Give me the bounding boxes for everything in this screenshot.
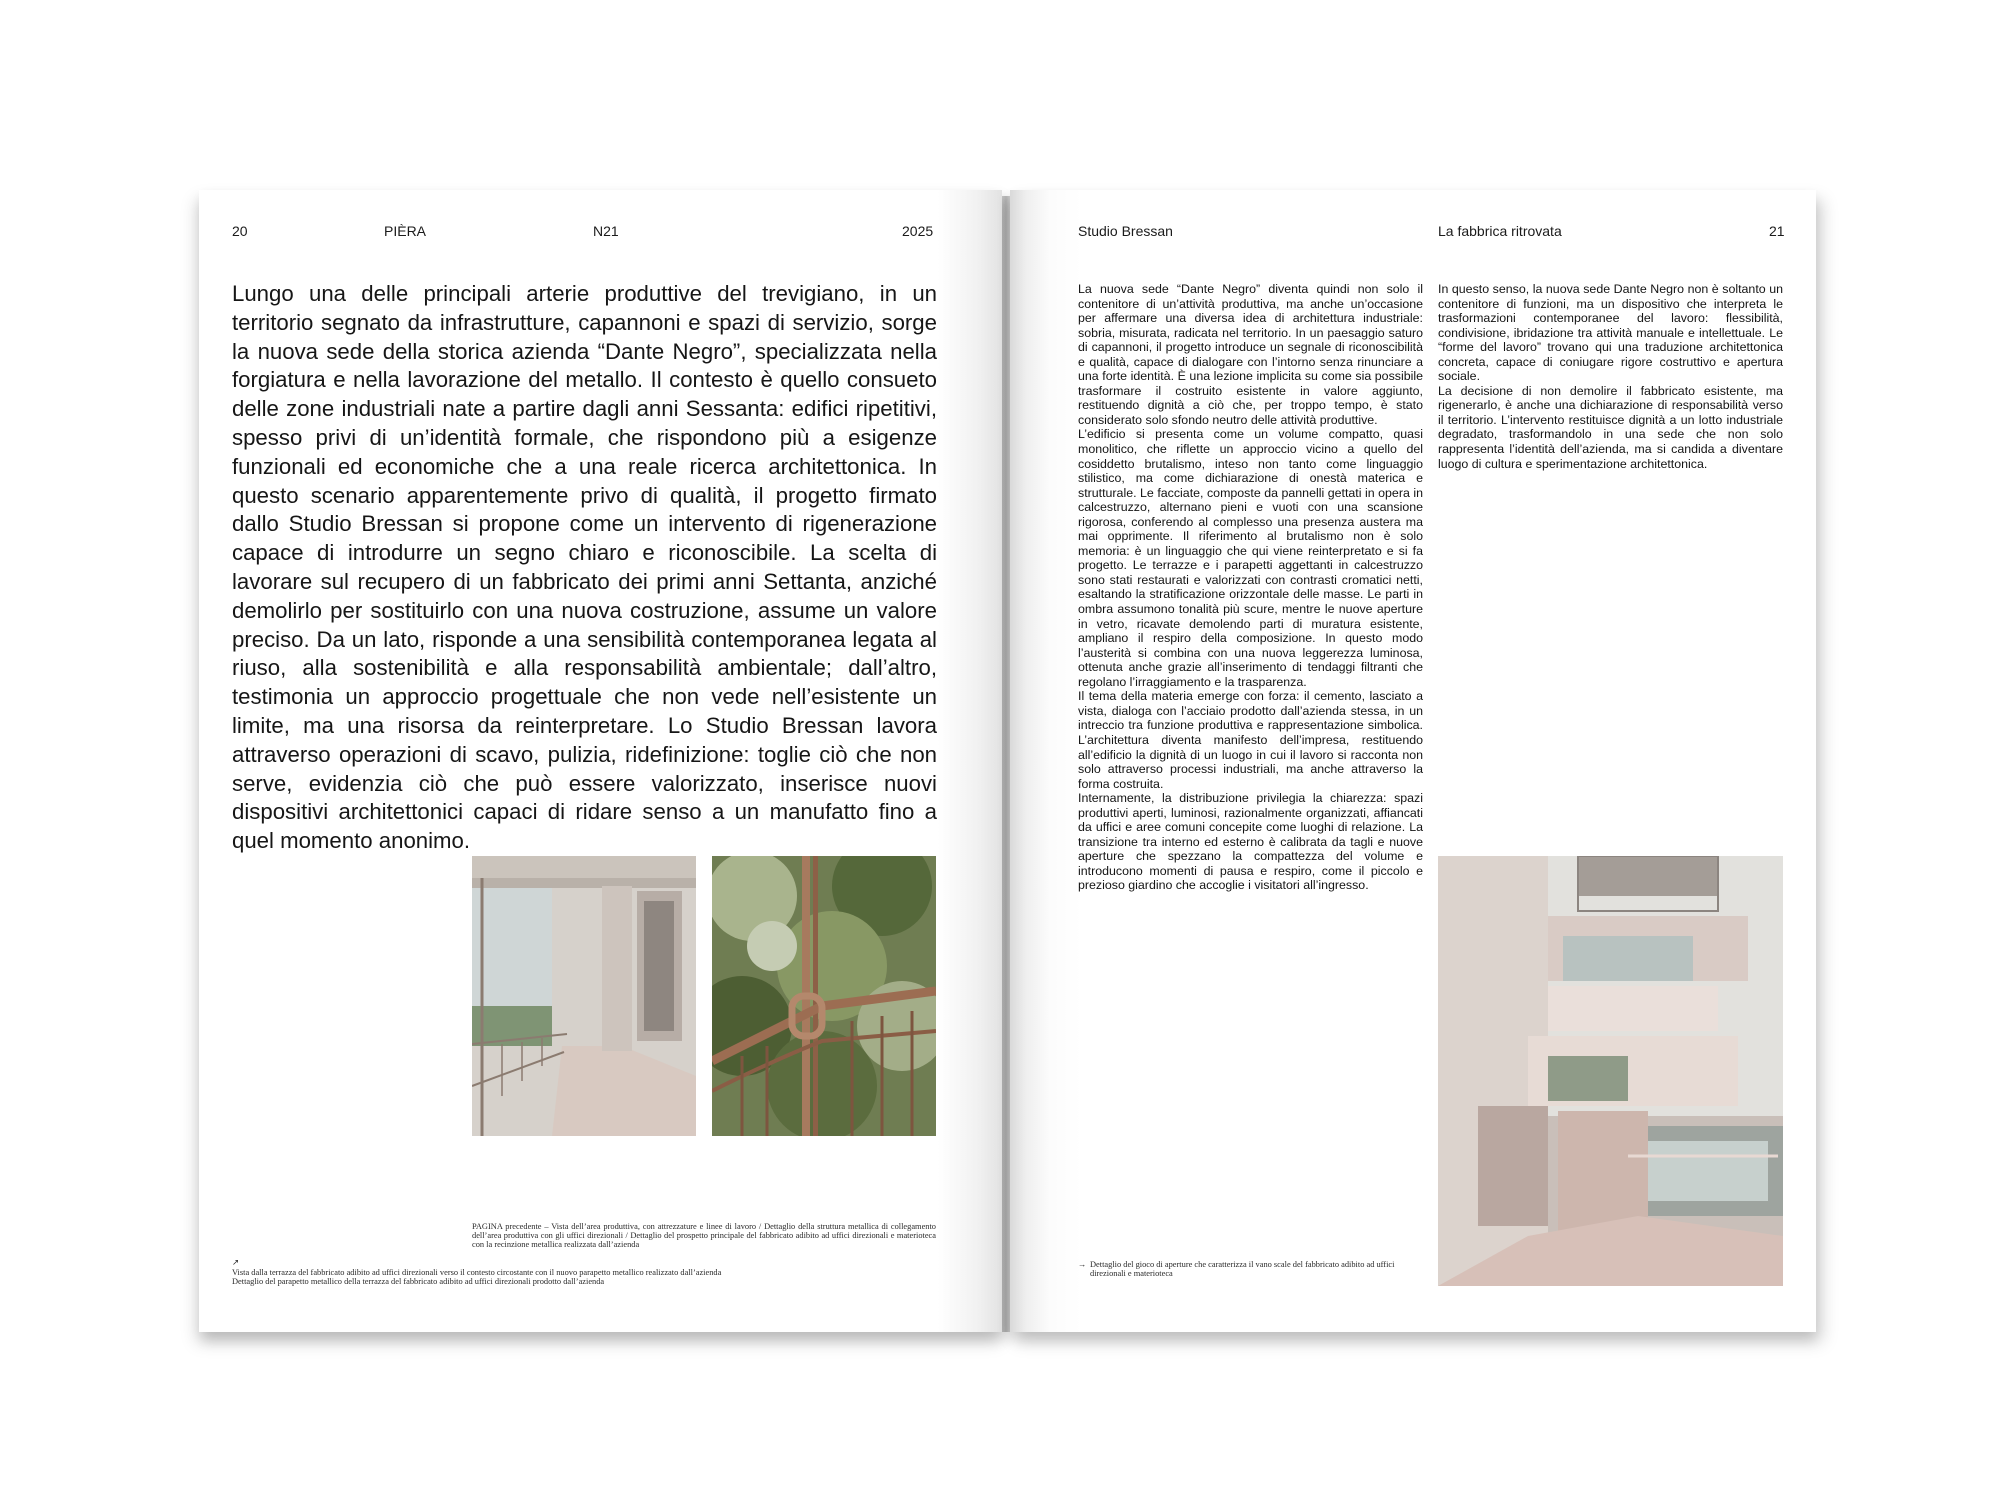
- issue-year: 2025: [902, 223, 934, 239]
- caption-staircase: Dettaglio del gioco di aperture che caratterizza il vano scale del fabbricato adibito ad uffici direzionali e materioteca: [1090, 1260, 1395, 1279]
- arrow-right-icon: →: [1078, 1260, 1087, 1269]
- text-column-2: [1438, 282, 1783, 471]
- lead-paragraph: Lungo una delle principali arterie produttive del trevigiano, in un territorio segnato da infrastrutture, capannoni e spazi di servizio, sorge la nuova sede della storica azienda “Dante Negro”, specializzata nella forgiatura e nella lavorazione del metallo. Il contesto è quello consueto delle zone industriali nate a partire dagli anni Sessanta: edifici ripetitivi, spesso privi di un’identità formale, che rispondono più a esigenze funzionali ed economiche che a una reale ricerca architettonica. In questo scenario apparentemente privo di qualità, il progetto firmato dallo Studio Bressan si propone come un intervento di rigenerazione capace di introdurre un segno chiaro e riconoscibile. La scelta di lavorare sul recupero di un fabbricato dei primi anni Settanta, anziché demolirlo per sostituirlo con una nuova costruzione, assume un valore preciso. Da un lato, risponde a una sensibilità contemporanea legata al riuso, alla sostenibilità e alla responsabilità ambientale; dall’altro, testimonia un approccio progettuale che non vede nell’esistente un limite, ma una risorsa da reinterpretare. Lo Studio Bressan lavora attraverso operazioni di scavo, pulizia, ridefinizione: toglie ciò che non serve, evidenzia ciò che può essere valorizzato, inserisce nuovi dispositivi architettonici capaci di ridare senso a un manufatto fino a quel momento anonimo.: [232, 281, 937, 854]
- caption-terrace: Vista dalla terrazza del fabbricato adibito ad uffici direzionali verso il contesto circostante con il nuovo parapetto metallico realizzato dall’azienda: [232, 1268, 722, 1277]
- column-paragraph: In questo senso, la nuova sede Dante Negro non è soltanto un contenitore di funzioni, ma un dispositivo che interpreta le trasformazioni contemporanee del lavoro: flessibilità, condivisione, ibridazione tra attività manuale e intellettuale. Le “forme del lavoro” trovano qui una traduzione architettonica concreta, capace di coniugare rigore costruttivo e apertura sociale.: [1438, 282, 1783, 384]
- column-paragraph: Il tema della materia emerge con forza: il cemento, lasciato a vista, dialoga con l’acciaio prodotto dall’azienda stessa, in un intreccio tra funzione produttiva e rappresentazione simbolica. L’architettura diventa manifesto dell’impresa, restituendo all’edificio la dignità di un luogo in cui il lavoro si racconta non solo attraverso processi industriali, ma anche attraverso la forma costruita.: [1078, 689, 1423, 791]
- terrace-photo: [472, 856, 696, 1136]
- column-paragraph: Internamente, la distribuzione privilegia la chiarezza: spazi produttivi aperti, luminosi, razionalmente organizzati, affiancati da uffici e aree comuni concepite come luoghi di relazione. La transizione tra interno ed esterno è calibrata da tagli e nuove aperture che spezzano la compattezza del volume e introducono momenti di pausa e respiro, come il piccolo e prezioso giardino che accoglie i visitatori all’ingresso.: [1078, 791, 1423, 893]
- column-paragraph: L’edificio si presenta come un volume compatto, quasi monolitico, che riflette un approccio vicino a quello del cosiddetto brutalismo, inteso non tanto come linguaggio stilistico, ma come dichiarazione di onestà materica e strutturale. Le facciate, composte da pannelli gettati in opera in calcestruzzo, alternano pieni e vuoti con una scansione rigorosa, conferendo al complesso una presenza austera ma mai opprimente. Il riferimento al brutalismo non è solo memoria: è un linguaggio che qui viene reinterpretato e si fa progetto. Le terrazze e i parapetti aggettanti in calcestruzzo sono stati restaurati e valorizzati con contrasti cromatici netti, esaltando la stratificazione orizzontale delle masse. Le parti in ombra assumono tonalità più scure, mentre le nuove aperture in vetro, ricavate demolendo parti di muratura esistente, ampliano il respiro della composizione. In questo modo l’austerità si combina con una nuova leggerezza luminosa, ottenuta anche grazie all’inserimento di tendaggi filtranti che regolano l’irraggiamento e la trasparenza.: [1078, 427, 1423, 689]
- article-title: La fabbrica ritrovata: [1438, 223, 1562, 239]
- magazine-name: PIÈRA: [384, 223, 427, 239]
- railing-photo: [712, 856, 936, 1136]
- caption-previous-page: PAGINA precedente – Vista dell’area produttiva, con attrezzature e linee di lavoro / Dettaglio della struttura metallica di collegamento dell’area produttiva con gli uffici direzionali / Dettaglio del prospetto principale del fabbricato adibito ad uffici direzionali e materioteca con la recinzione metallica realizzata dall’azienda: [472, 1222, 936, 1250]
- right-page: [1010, 190, 1816, 1332]
- page-number: 20: [232, 223, 248, 239]
- text-column-1: [1078, 282, 1423, 893]
- studio-name: Studio Bressan: [1078, 223, 1173, 239]
- gutter-shadow: [1002, 196, 1010, 1332]
- left-page: [199, 190, 1002, 1332]
- caption-railing: Dettaglio del parapetto metallico della terrazza del fabbricato adibito ad uffici direzionali prodotto dall’azienda: [232, 1277, 605, 1286]
- issue-number: N21: [593, 223, 619, 239]
- arrow-northeast-icon: ↗: [232, 1258, 240, 1267]
- page-number: 21: [1769, 223, 1785, 239]
- staircase-facade-photo: [1438, 856, 1783, 1286]
- column-paragraph: La decisione di non demolire il fabbricato esistente, ma rigenerarlo, è anche una dichiarazione di responsabilità verso il territorio. L’intervento restituisce dignità a un lotto industriale degradato, trasformandolo in una sede che non solo rappresenta l’identità dell’azienda, ma si candida a diventare luogo di cultura e sperimentazione architettonica.: [1438, 383, 1783, 471]
- column-paragraph: La nuova sede “Dante Negro” diventa quindi non solo il contenitore di un’attività produttiva, ma anche un’occasione per affermare una diversa idea di architettura industriale: sobria, misurata, radicata nel territorio. In un paesaggio saturo di capannoni, il progetto introduce un segnale di riconoscibilità e qualità, capace di dialogare con l’intorno senza rinunciare a una forte identità. È una lezione implicita su come sia possibile trasformare il costruito esistente in valore aggiunto, restituendo dignità a ciò che, per troppo tempo, è stato considerato solo sfondo neutro delle attività produttive.: [1078, 282, 1423, 427]
